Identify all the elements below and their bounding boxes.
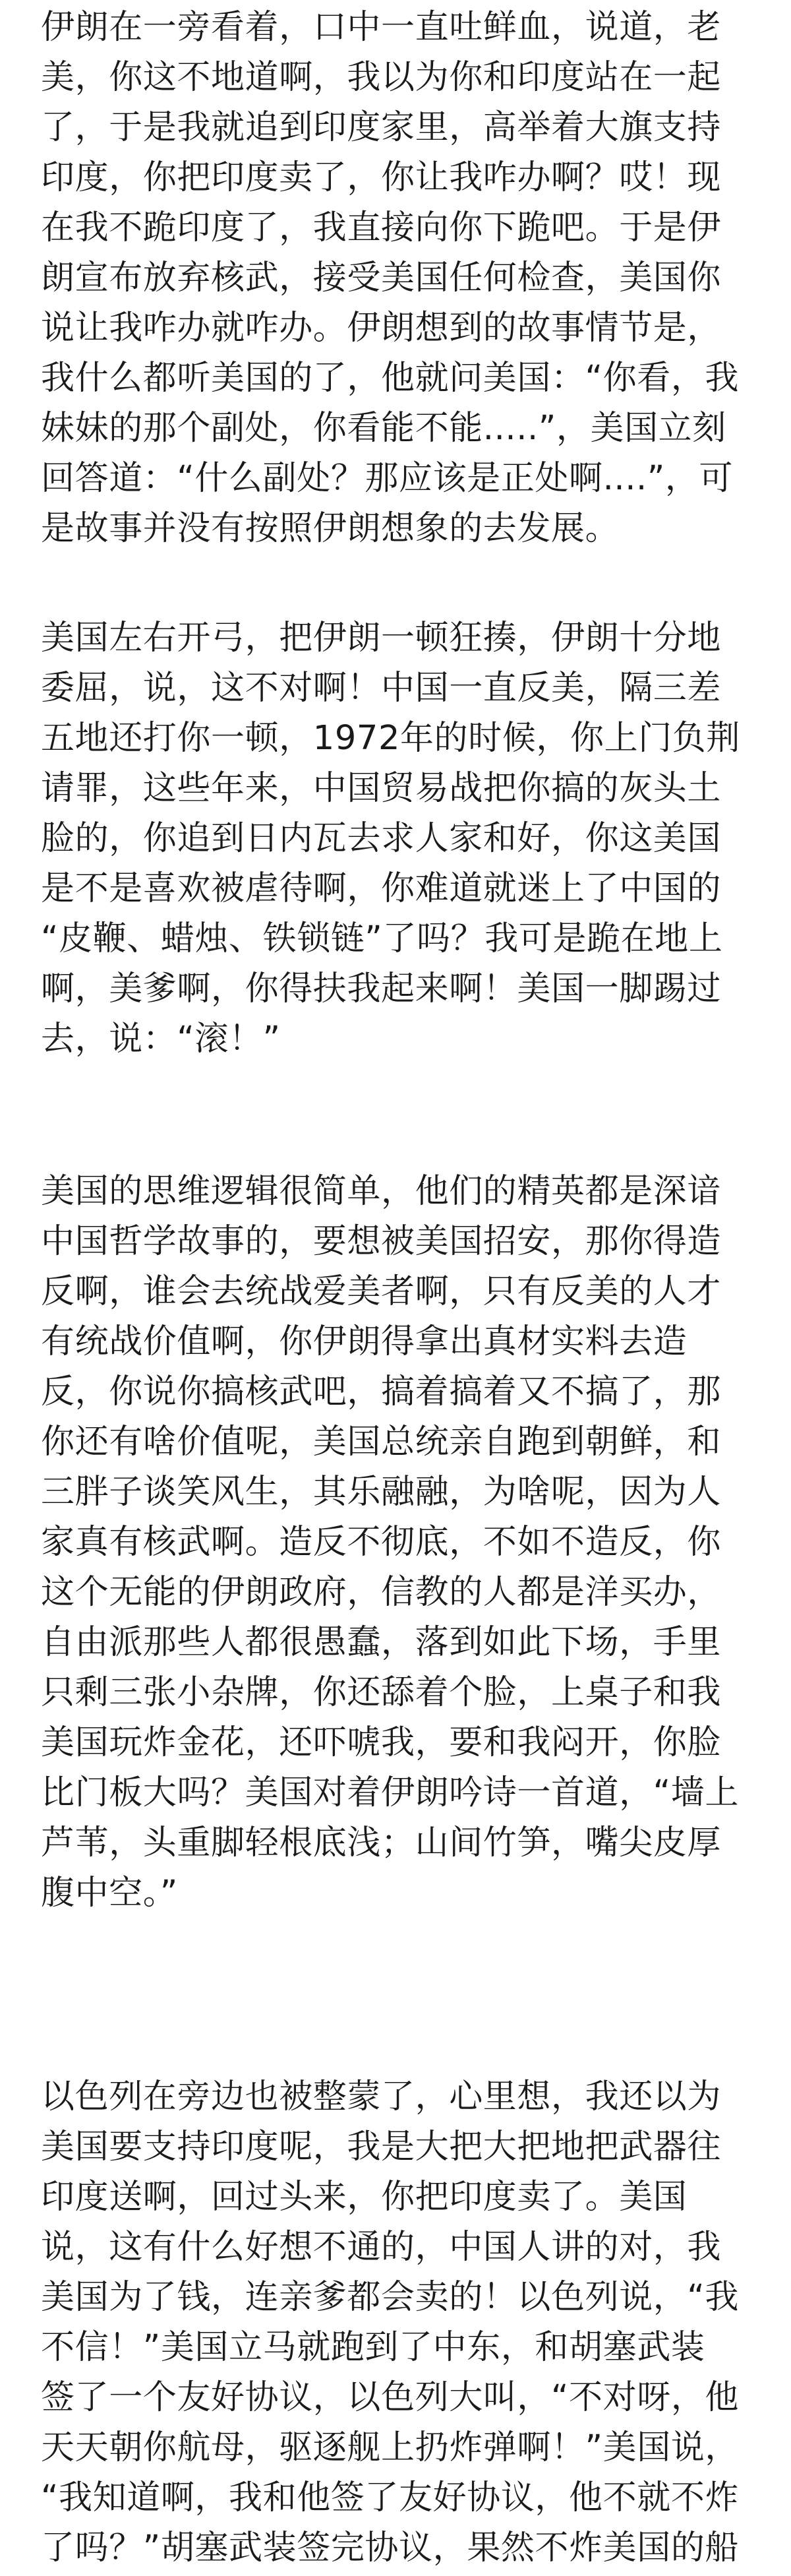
text-line: 伊朗在一旁看着，口中一直吐鲜血，说道，老 xyxy=(41,8,722,47)
text-line: 了吗？”胡塞武装签完协议，果然不炸美国的船 xyxy=(41,2529,740,2567)
text-line: 印度，你把印度卖了，你让我咋办啊？哎！现 xyxy=(41,158,722,197)
paragraph-1 xyxy=(41,3,753,554)
text-line: 是故事并没有按照伊朗想象的去发展。 xyxy=(41,509,620,548)
text-line: 美国玩炸金花，还吓唬我，要和我闷开，你脸 xyxy=(41,1723,722,1762)
text-line: 你还有啥价值呢，美国总统亲自跑到朝鲜，和 xyxy=(41,1423,722,1461)
text-line: 朗宣布放弃核武，接受美国任何检查，美国你 xyxy=(41,259,722,297)
text-line: 印度送啊，回过头来，你把印度卖了。美国 xyxy=(41,2178,688,2217)
text-line: 我什么都听美国的了，他就问美国：“你看，我 xyxy=(41,359,740,398)
text-line: “我知道啊，我和他签了友好协议，他不就不炸 xyxy=(41,2478,740,2517)
text-line: 去，说：“滚！” xyxy=(41,1020,281,1058)
text-line: 美国左右开弓，把伊朗一顿狂揍，伊朗十分地 xyxy=(41,619,722,658)
text-line: 腹中空。” xyxy=(41,1874,178,1913)
text-line: 请罪，这些年来，中国贸易战把你搞的灰头土 xyxy=(41,769,722,808)
text-line: 说让我咋办就咋办。伊朗想到的故事情节是， xyxy=(41,309,722,348)
text-line: 回答道：“什么副处？那应该是正处啊....”，可 xyxy=(41,459,734,498)
text-line: 反，你说你搞核武吧，搞着搞着又不搞了，那 xyxy=(41,1372,722,1411)
text-line: 签了一个友好协议，以色列大叫，“不对呀，他 xyxy=(41,2378,740,2417)
text-line: 脸的，你追到日内瓦去求人家和好，你这美国 xyxy=(41,819,722,858)
text-line: 芦苇，头重脚轻根底浅；山间竹笋，嘴尖皮厚 xyxy=(41,1824,722,1862)
text-line: 反啊，谁会去统战爱美者啊，只有反美的人才 xyxy=(41,1272,722,1311)
text-line: 委屈，说，这不对啊！中国一直反美，隔三差 xyxy=(41,669,722,708)
text-line: 了，于是我就追到印度家里，高举着大旗支持 xyxy=(41,108,722,147)
text-line: 中国哲学故事的，要想被美国招安，那你得造 xyxy=(41,1222,722,1261)
text-line: 美国为了钱，连亲爹都会卖的！以色列说，“我 xyxy=(41,2278,740,2317)
text-line: 比门板大吗？美国对着伊朗吟诗一首道，“墙上 xyxy=(41,1773,740,1812)
text-line: 美，你这不地道啊，我以为你和印度站在一起 xyxy=(41,58,722,97)
text-line: 家真有核武啊。造反不彻底，不如不造反，你 xyxy=(41,1523,722,1562)
text-line: 妹妹的那个副处，你看能不能.....”，美国立刻 xyxy=(41,409,726,448)
paragraph-2 xyxy=(41,613,753,1064)
text-line: 美国的思维逻辑很简单，他们的精英都是深谙 xyxy=(41,1172,722,1211)
text-line: 自由派那些人都很愚蠢，落到如此下场，手里 xyxy=(41,1623,722,1662)
text-line: 这个无能的伊朗政府，信教的人都是洋买办， xyxy=(41,1573,722,1612)
text-line: 五地还打你一顿，1972年的时候，你上门负荆 xyxy=(41,719,740,758)
text-line: 在我不跪印度了，我直接向你下跪吧。于是伊 xyxy=(41,208,722,247)
text-line: 只剩三张小杂牌，你还舔着个脸，上桌子和我 xyxy=(41,1673,722,1712)
text-line: 说，这有什么好想不通的，中国人讲的对，我 xyxy=(41,2228,722,2267)
text-line: 三胖子谈笑风生，其乐融融，为啥呢，因为人 xyxy=(41,1473,722,1512)
text-line: 啊，美爹啊，你得扶我起来啊！美国一脚踢过 xyxy=(41,969,722,1008)
text-line: 有统战价值啊，你伊朗得拿出真材实料去造 xyxy=(41,1322,688,1361)
paragraph-3 xyxy=(41,1167,753,1918)
text-line: 以色列在旁边也被整蒙了，心里想，我还以为 xyxy=(41,2077,722,2116)
text-line: 天天朝你航母，驱逐舰上扔炸弹啊！”美国说， xyxy=(41,2428,740,2467)
text-line: 美国要支持印度呢，我是大把大把地把武器往 xyxy=(41,2128,722,2166)
text-line: 不信！”美国立马就跑到了中东，和胡塞武装 xyxy=(41,2328,705,2367)
text-line: 是不是喜欢被虐待啊，你难道就迷上了中国的 xyxy=(41,869,722,908)
paragraph-4 xyxy=(41,2072,753,2573)
text-line: “皮鞭、蜡烛、铁锁链”了吗？我可是跪在地上 xyxy=(41,919,723,958)
